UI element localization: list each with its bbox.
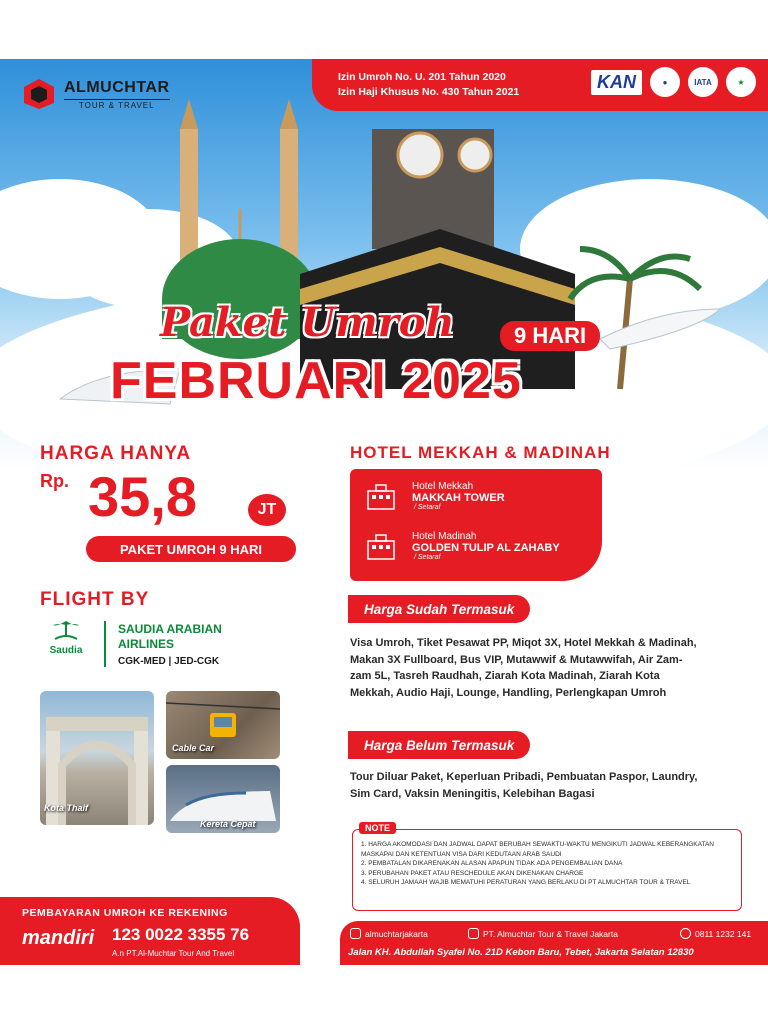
payment-panel bbox=[0, 897, 300, 965]
hotel-city: Hotel Mekkah bbox=[412, 481, 474, 492]
package-pill: PAKET UMROH 9 HARI bbox=[86, 536, 296, 562]
iata-logo: IATA bbox=[688, 67, 718, 97]
airline-name-2: AIRLINES bbox=[118, 636, 175, 651]
saudia-logo bbox=[40, 619, 92, 669]
account-name: A.n PT.Al-Muchtar Tour And Travel bbox=[112, 949, 235, 958]
whatsapp-number: 0811 1232 141 bbox=[695, 928, 752, 939]
permit-umroh: Izin Umroh No. U. 201 Tahun 2020 bbox=[338, 71, 506, 83]
hotel-city: Hotel Madinah bbox=[412, 531, 477, 542]
hotel-name: MAKKAH TOWER bbox=[412, 492, 505, 504]
included-heading: Harga Sudah Termasuk bbox=[348, 595, 530, 623]
whatsapp-link[interactable] bbox=[680, 928, 751, 939]
hotel-box bbox=[350, 469, 602, 581]
brand-subtitle: TOUR & TRAVEL bbox=[64, 99, 170, 110]
poster bbox=[0, 59, 768, 965]
note-item: 4. SELURUH JAMAAH WAJIB MEMATUHI PERATURAN YANG BERLAKU DI PT ALMUCHTAR TOUR & TRAVEL bbox=[361, 879, 691, 886]
hotel-name: GOLDEN TULIP AL ZAHABY bbox=[412, 542, 560, 554]
title-script: Paket Umroh bbox=[160, 299, 455, 346]
brand-logo bbox=[22, 77, 170, 111]
saudia-wordmark: Saudia bbox=[49, 645, 83, 656]
hotel-item-madinah bbox=[364, 531, 560, 561]
note-item: 3. PERUBAHAN PAKET ATAU RESCHEDULE AKAN DIKENAKAN CHARGE bbox=[361, 869, 584, 877]
note-item: 1. HARGA AKOMODASI DAN JADWAL DAPAT BERUBAH SEWAKTU-WAKTU MENGIKUTI JADWAL KEBERANGKATAN MASKAPAI DAN KETENTUAN VISA DARI KEDUTAAN ARAB SAUDI bbox=[361, 841, 714, 858]
hotel-class: / Setaraf bbox=[414, 554, 441, 561]
price-unit: JT bbox=[248, 494, 286, 526]
building-icon bbox=[364, 481, 398, 511]
photo-kereta-cepat bbox=[166, 765, 280, 833]
caption-cable-car: Cable Car bbox=[172, 743, 215, 753]
note-tag: NOTE bbox=[359, 822, 396, 834]
note-box bbox=[352, 823, 742, 911]
permit-haji: Izin Haji Khusus No. 430 Tahun 2021 bbox=[338, 86, 520, 98]
flight-route: CGK-MED | JED-CGK bbox=[118, 655, 220, 667]
excluded-heading: Harga Belum Termasuk bbox=[348, 731, 530, 759]
caption-kereta-cepat: Kereta Cepat bbox=[200, 819, 256, 829]
flight-label: FLIGHT BY bbox=[40, 589, 150, 610]
days-badge: 9 HARI bbox=[500, 321, 600, 351]
facebook-name: PT. Almuchtar Tour & Travel Jakarta bbox=[483, 928, 618, 939]
price-label: HARGA HANYA bbox=[40, 443, 192, 464]
included-text: Visa Umroh, Tiket Pesawat PP, Miqot 3X, Hotel Mekkah & Madinah, Makan 3X Fullboard, Bus VIP, Mutawwif & Mutawwifah, Air Zam-zam 5L, Tasreh Raudhah, Ziarah Kota Madinah, Ziarah Kota Mekkah, Audio Haji, Lounge, Handling, Perlengkapan Umroh bbox=[350, 637, 697, 699]
hotel-item-mekkah bbox=[364, 481, 505, 511]
instagram-link[interactable] bbox=[350, 928, 428, 939]
ministry-emblem-icon: ★ bbox=[726, 67, 756, 97]
price-amount: 35,8 bbox=[88, 465, 197, 528]
accreditation-logos bbox=[591, 67, 756, 97]
instagram-icon bbox=[350, 928, 361, 939]
brand-mark-icon bbox=[22, 77, 56, 111]
title-month: FEBRUARI 2025 bbox=[110, 352, 522, 410]
excluded-text: Tour Diluar Paket, Keperluan Pribadi, Pembuatan Paspor, Laundry, Sim Card, Vaksin Meningitis, Kelebihan Bagasi bbox=[350, 771, 698, 800]
airline-name-1: SAUDIA ARABIAN bbox=[118, 621, 222, 636]
permit-banner bbox=[312, 59, 768, 111]
brand-name: ALMUCHTAR bbox=[64, 78, 170, 96]
contact-panel bbox=[340, 921, 768, 965]
airline-info bbox=[40, 619, 222, 669]
payment-label: PEMBAYARAN UMROH KE REKENING bbox=[22, 907, 228, 919]
bank-logo: mandiri bbox=[22, 927, 95, 949]
divider bbox=[104, 621, 106, 667]
kan-logo: KAN bbox=[591, 70, 642, 95]
facebook-icon bbox=[468, 928, 479, 939]
photo-cable-car bbox=[166, 691, 280, 759]
hotel-heading: HOTEL MEKKAH & MADINAH bbox=[350, 443, 611, 462]
instagram-handle: almuchtarjakarta bbox=[365, 928, 428, 939]
price-currency: Rp. bbox=[40, 471, 69, 491]
note-item: 2. PEMBATALAN DIKARENAKAN ALASAN APAPUN TIDAK ADA PENGEMBALIAN DANA bbox=[361, 860, 623, 867]
palm-swords-icon bbox=[51, 619, 81, 645]
account-number: 123 0022 3355 76 bbox=[112, 925, 250, 944]
address: Jalan KH. Abdullah Syafei No. 21D Kebon Baru, Tebet, Jakarta Selatan 12830 bbox=[348, 947, 694, 958]
whatsapp-icon bbox=[680, 928, 691, 939]
facebook-link[interactable] bbox=[468, 928, 618, 939]
building-icon bbox=[364, 531, 398, 561]
association-logo-icon: ● bbox=[650, 67, 680, 97]
photo-kota-thaif bbox=[40, 691, 154, 825]
caption-kota-thaif: Kota Thaif bbox=[44, 803, 88, 813]
hotel-class: / Setaraf bbox=[414, 504, 441, 511]
